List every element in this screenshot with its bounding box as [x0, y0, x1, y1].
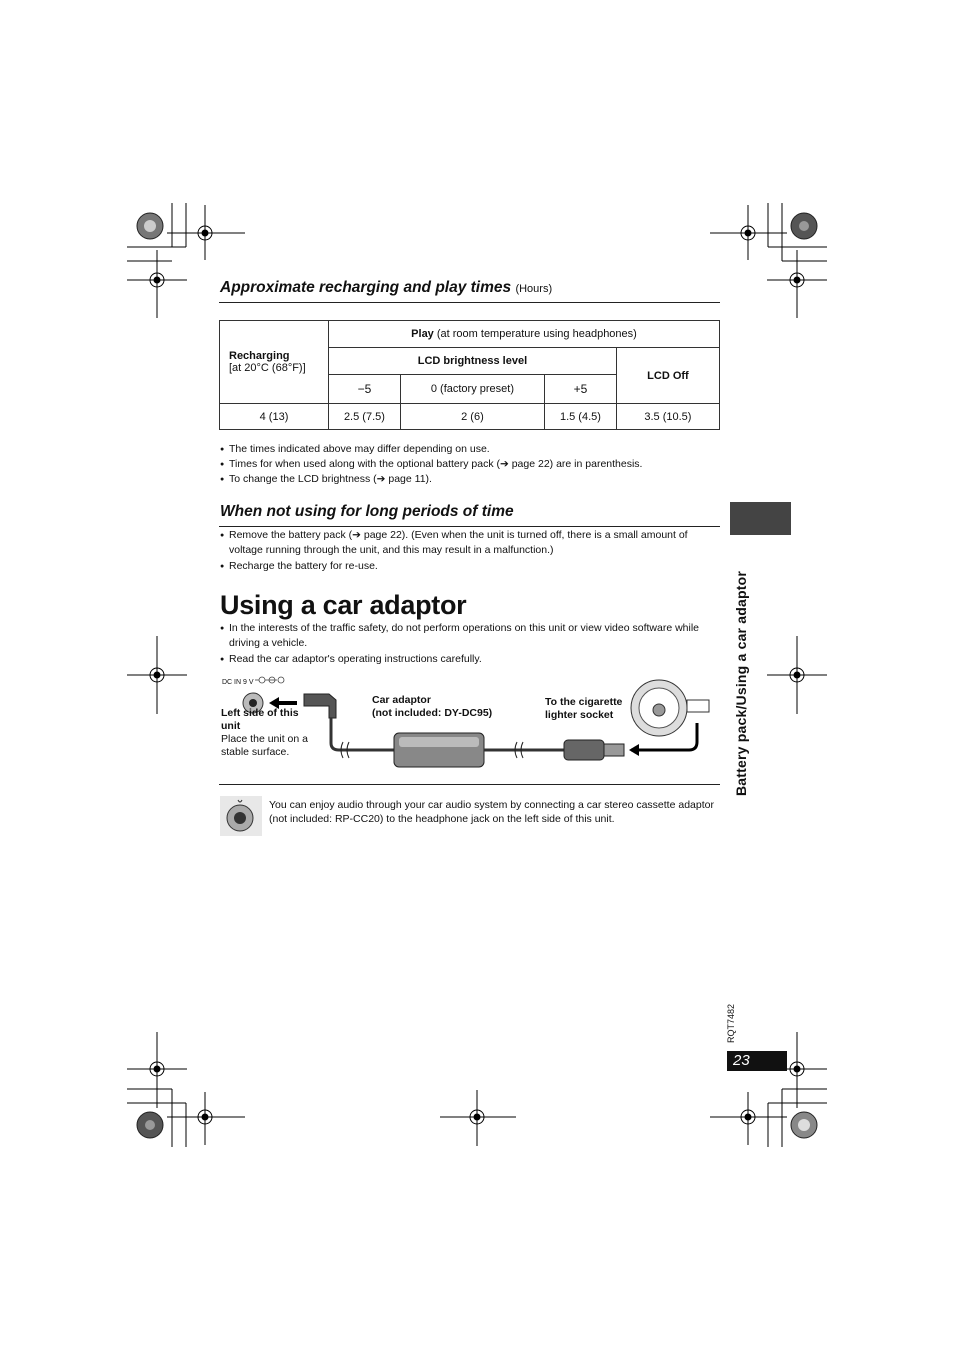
socket-label	[545, 696, 622, 722]
socket-line1: To the cigarette	[545, 696, 623, 708]
side-tab-text: Battery pack/Using a car adaptor	[733, 570, 749, 796]
car-stereo-tip: You can enjoy audio through your car audio system by connecting a car stereo cassette adaptor (not included: RP-CC20) to the headphone jack on the left side of this unit.	[269, 799, 714, 825]
long-periods-heading: When not using for long periods of time	[220, 503, 514, 520]
car-adaptor-line1: Car adaptor	[372, 694, 431, 706]
recharging-temp: [at 20°C (68°F)]	[229, 362, 306, 374]
play-header-cell	[329, 321, 720, 348]
list-item: ● Times for when used along with the optional battery pack (➔ page 22) are in parenthesis.	[220, 457, 720, 472]
car-adaptor-list	[220, 621, 720, 667]
doc-code: RQT7482	[726, 1003, 736, 1043]
divider	[219, 784, 720, 785]
long-periods-list	[220, 528, 720, 574]
lcd-level-header: LCD brightness level	[329, 348, 617, 375]
car-adaptor-line2: (not included: DY-DC95)	[372, 707, 493, 719]
play-times-table	[219, 320, 720, 430]
list-item: ● Recharge the battery for re-use.	[220, 559, 720, 574]
heading-rule	[219, 526, 720, 527]
level-0: 0 (factory preset)	[400, 375, 544, 404]
value-0: 2 (6)	[400, 404, 544, 430]
lcd-off-header: LCD Off	[616, 348, 719, 404]
play-note: (at room temperature using headphones)	[436, 328, 637, 340]
place-unit-label: Place the unit on a stable surface.	[221, 733, 308, 758]
heading-rule	[219, 302, 720, 303]
socket-line2: lighter socket	[545, 709, 614, 721]
value-minus5: 2.5 (7.5)	[329, 404, 401, 430]
left-side-label: Left side of this unit	[221, 707, 299, 732]
dc-in-label: DC IN 9 V	[222, 679, 254, 686]
list-item: ● To change the LCD brightness (➔ page 11).	[220, 472, 720, 487]
recharging-heading-text: Approximate recharging and play times	[220, 279, 512, 296]
list-item: ● In the interests of the traffic safety, do not perform operations on this unit or view video software while driving a vehicle.	[220, 621, 720, 651]
list-item: ● Remove the battery pack (➔ page 22). (Even when the unit is turned off, there is a small amount of voltage running through the unit, and this may result in a malfunction.)	[220, 528, 720, 558]
level-minus5: −5	[329, 375, 401, 404]
recharging-section-heading	[220, 279, 552, 297]
recharging-label: Recharging	[229, 350, 290, 362]
recharging-header-cell	[220, 321, 329, 404]
list-item: ● Read the car adaptor's operating instructions carefully.	[220, 652, 720, 667]
value-plus5: 1.5 (4.5)	[545, 404, 617, 430]
value-lcd-off: 3.5 (10.5)	[616, 404, 719, 430]
page-title: Using a car adaptor	[220, 590, 467, 620]
notes-list	[220, 442, 720, 487]
list-item: ● The times indicated above may differ depending on use.	[220, 442, 720, 457]
level-plus5: +5	[545, 375, 617, 404]
section-tab-block	[730, 502, 791, 535]
page-number: 23	[727, 1051, 787, 1071]
value-recharging: 4 (13)	[220, 404, 329, 430]
headphone-jack-icon	[220, 796, 262, 836]
hours-unit: (Hours)	[515, 283, 553, 295]
car-adaptor-label	[372, 694, 492, 720]
play-label: Play	[411, 328, 434, 340]
